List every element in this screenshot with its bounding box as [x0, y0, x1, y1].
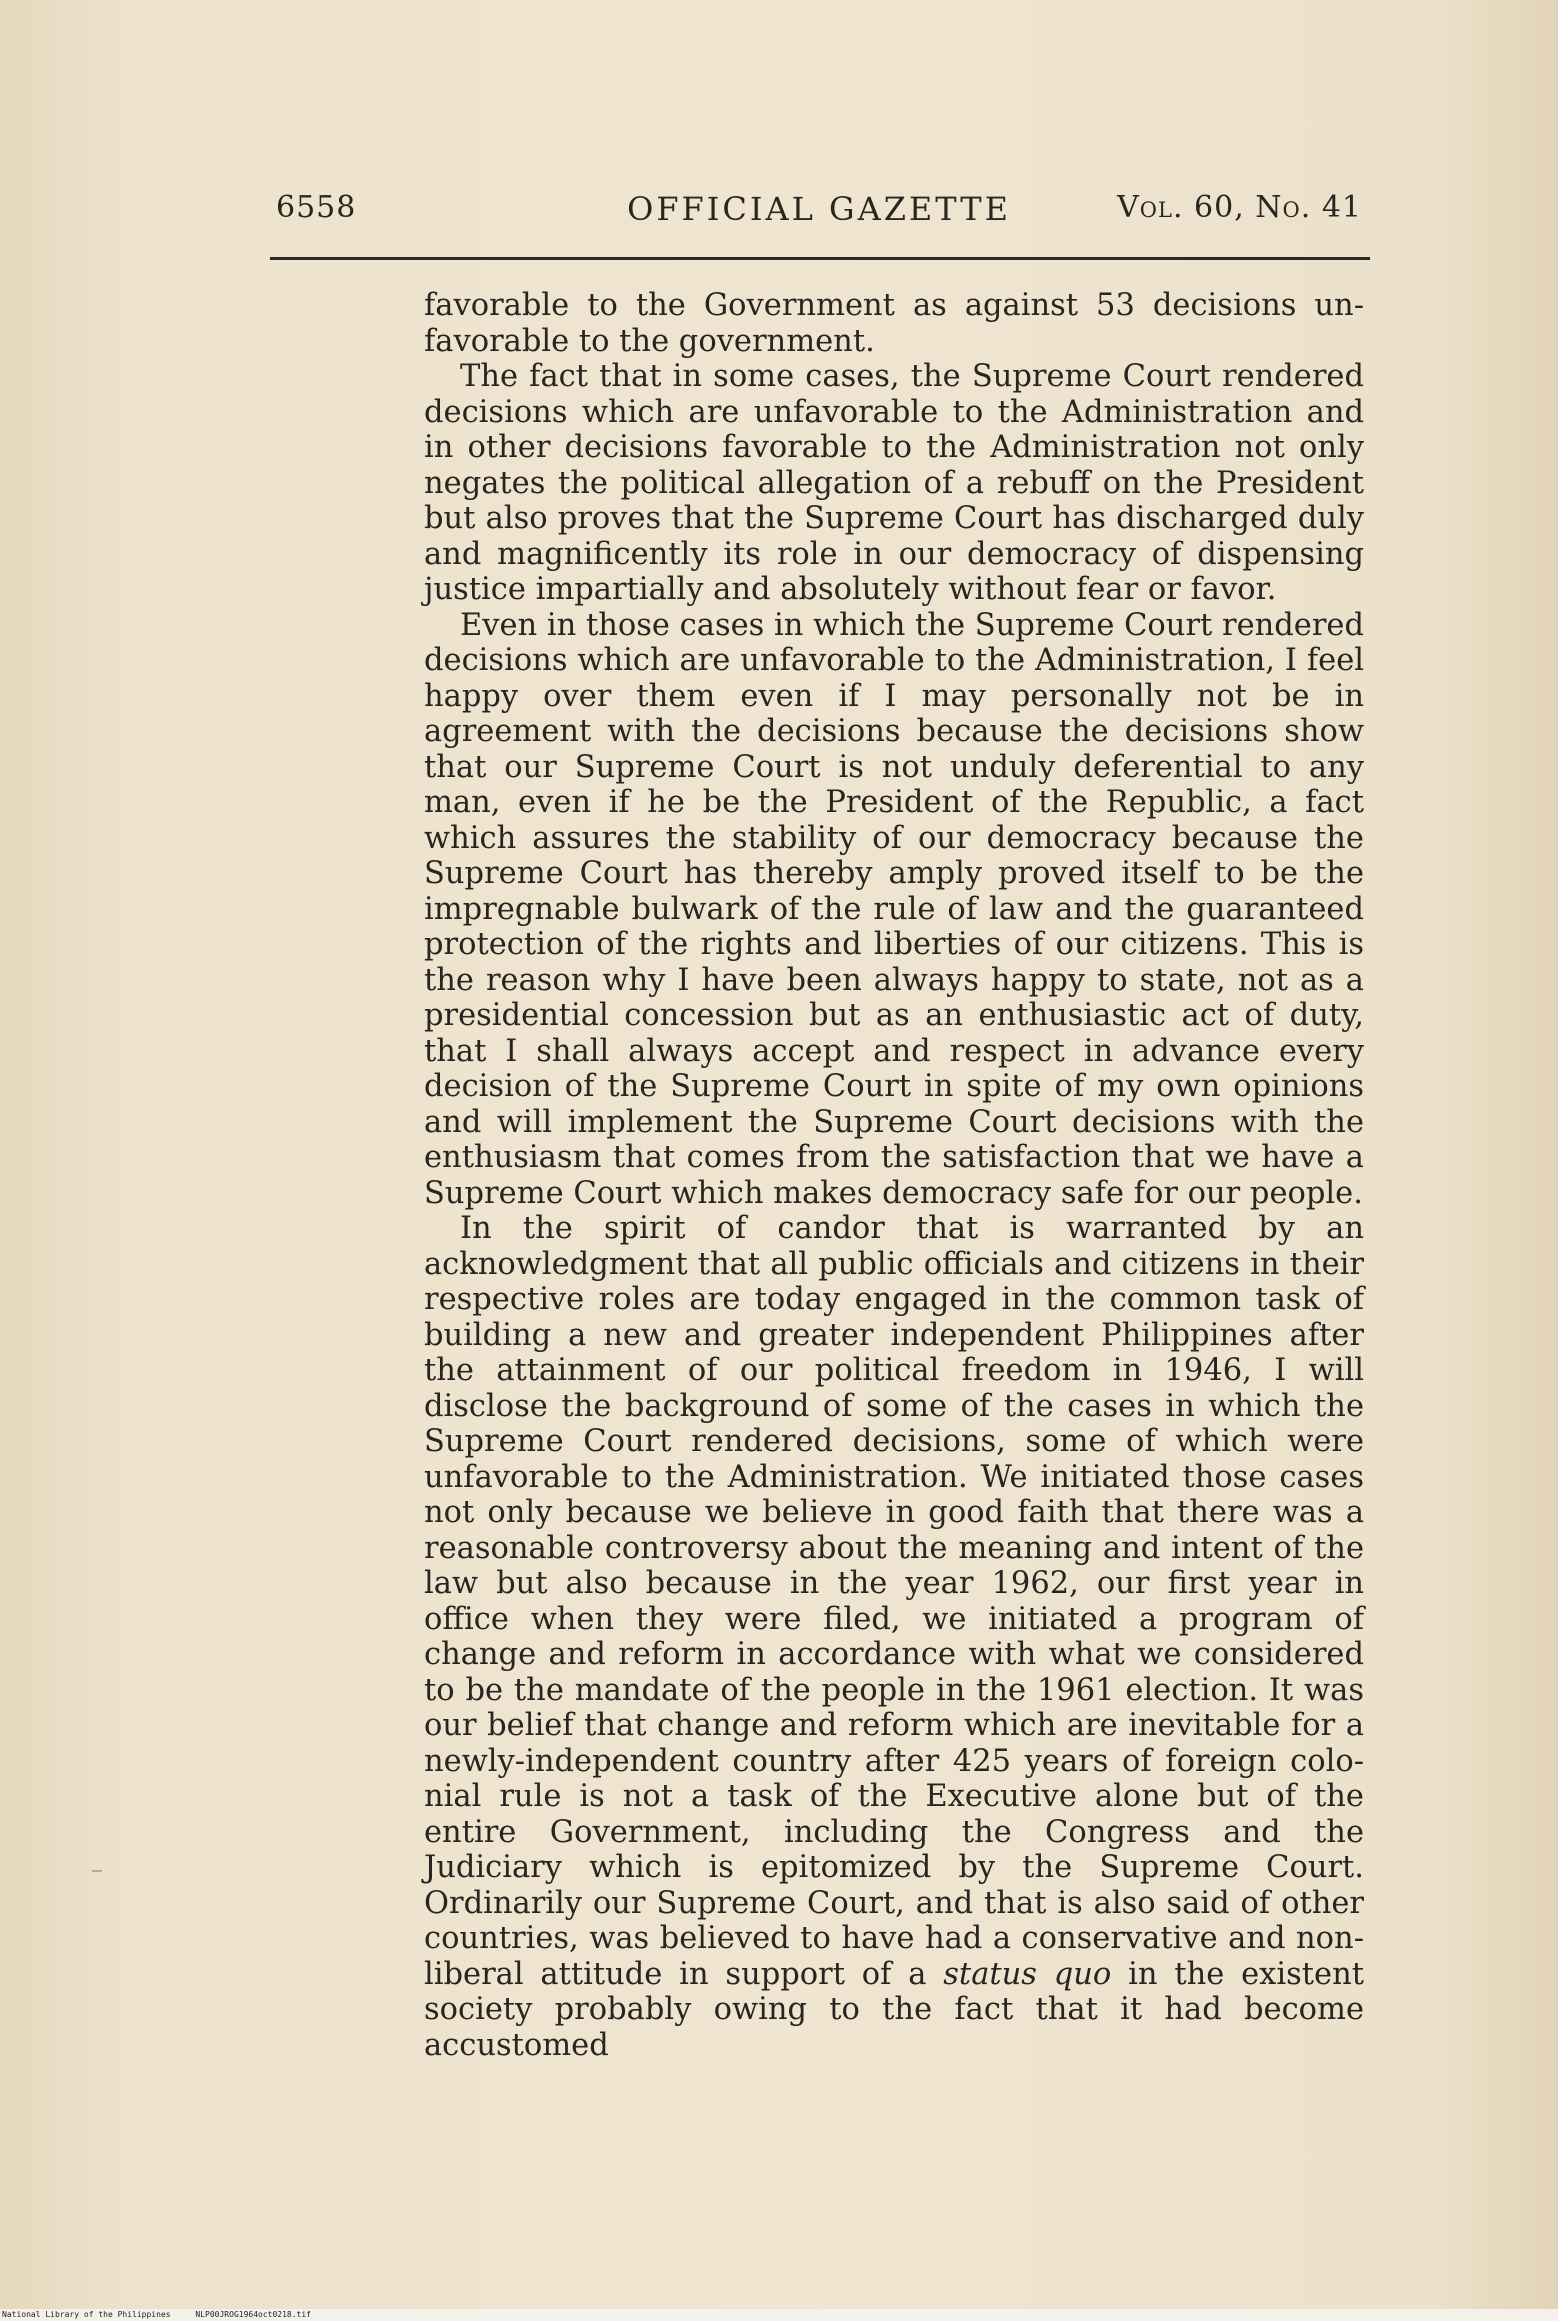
- paragraph: The fact that in some cases, the Supreme Court rendered decisions which are unfavorable to the Administration and in other decisions favorable to the Administration not only negates the political allegation of a rebuff on the President but also proves that the Supreme Court has discharged duly and magnificently its role in our democracy of dispensing justice impartially and absolutely without fear or favor.: [424, 359, 1364, 607]
- paragraph: In the spirit of candor that is warranted by an acknowledgment that all public officials and citizens in their respective roles are today engaged in the common task of building a new and greater independent Philippines after the attainment of our political freedom in 1946, I will disclose the background of some of the cases in which the Supreme Court rendered decisions, some of which were unfavorable to the Administration. We initiated those cases not only because we believe in good faith that there was a reasonable controversy about the meaning and intent of the law but also because in the year 1962, our first year in office when they were filed, we initiated a program of change and reform in accordance with what we considered to be the mandate of the people in the 1961 election. It was our belief that change and reform which are inevitable for a newly-independent country after 425 years of foreign colonial rule is not a task of the Executive alone but of the entire Government, including the Congress and the Judiciary which is epitomized by the Supreme Court. Ordinarily our Supreme Court, and that is also said of other countries, was believed to have had a conservative and non-liberal attitude in support of a status quo in the existent society probably owing to the fact that it had become accustomed: [424, 1211, 1364, 2063]
- paragraph: Even in those cases in which the Supreme Court rendered decisions which are unfavorable to the Administration, I feel happy over them even if I may personally not be in agreement with the decisions because the decisions show that our Supreme Court is not unduly deferential to any man, even if he be the President of the Republic, a fact which assures the stability of our democracy because the Supreme Court has thereby amply proved itself to be the impregnable bulwark of the rule of law and the guaranteed protection of the rights and liberties of our citizens. This is the reason why I have been always happy to state, not as a presidential concession but as an enthusiastic act of duty, that I shall always accept and respect in advance every decision of the Supreme Court in spite of my own opinions and will implement the Supreme Court decisions with the enthusiasm that comes from the satisfaction that we have a Supreme Court which makes democracy safe for our people.: [424, 607, 1364, 1211]
- scan-source: National Library of the Philippines: [2, 2310, 171, 2319]
- paragraph: favorable to the Government as against 53 decisions unfavorable to the government.: [424, 288, 1364, 359]
- scan-footer: [0, 2309, 1558, 2321]
- margin-mark: [92, 1870, 102, 1872]
- scan-filename: NLP00JROG1964oct0218.tif: [195, 2310, 311, 2319]
- volume-issue: Vol. 60, No. 41: [1117, 190, 1362, 225]
- publication-title: OFFICIAL GAZETTE: [627, 190, 1011, 228]
- header-rule: [270, 257, 1370, 260]
- page-header: [276, 190, 1362, 240]
- article-body: [424, 288, 1364, 2063]
- italic-phrase: status quo: [943, 1956, 1112, 1992]
- page-number: 6558: [276, 190, 357, 225]
